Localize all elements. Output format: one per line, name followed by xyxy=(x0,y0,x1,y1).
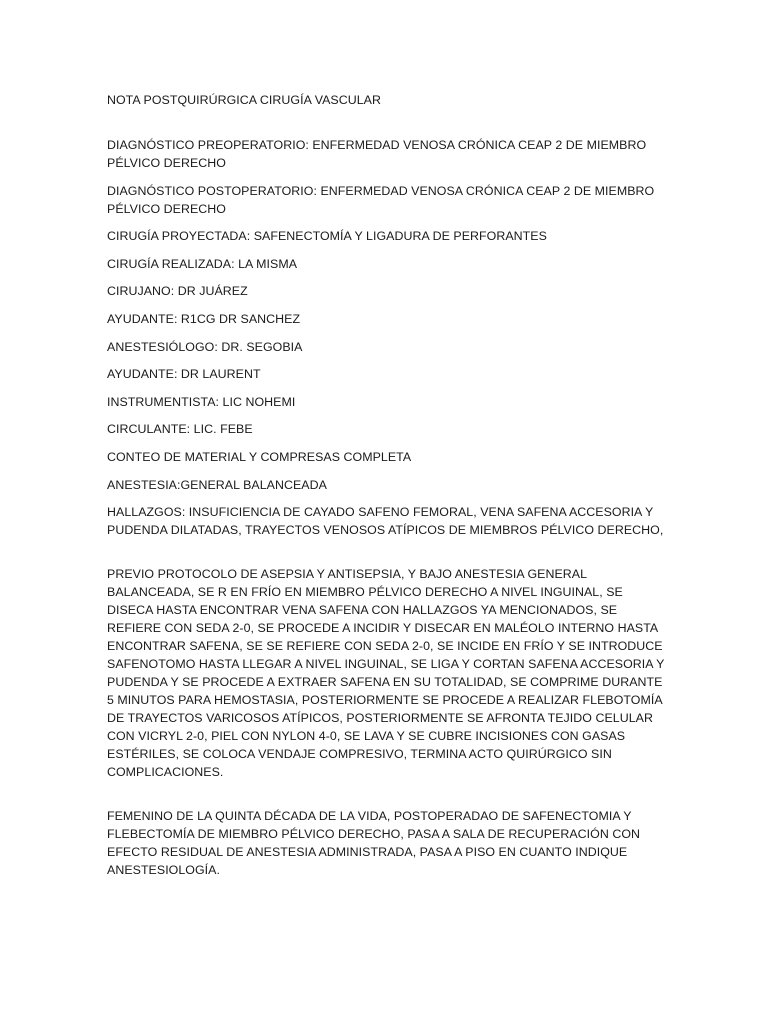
field-scrub-nurse: INSTRUMENTISTA: LIC NOHEMI xyxy=(107,394,296,409)
field-assistant-1: AYUDANTE: R1CG DR SANCHEZ xyxy=(107,311,301,326)
procedure-paragraph: PREVIO PROTOCOLO DE ASEPSIA Y ANTISEPSIA, Y BAJO ANESTESIA GENERAL BALANCEADA, SE R EN FRÍO EN MIEMBRO PÉLVICO DERECHO A NIVEL INGUINAL, SE DISECA HASTA ENCONTRAR VENA SAFENA CON HALLAZGOS YA MENCIONADOS, SE REFIERE CON SEDA 2-0, SE PROCEDE A INCIDIR Y DISECAR EN MALÉOLO INTERNO HASTA ENCONTRAR SAFENA, SE SE REFIERE CON SEDA 2-0, SE INCIDE EN FRÍO Y SE INTRODUCE SAFENOTOMO HASTA LLEGAR A NIVEL INGUINAL, SE LIGA Y CORTAN SAFENA ACCESORIA Y PUDENDA Y SE PROCEDE A EXTRAER SAFENA EN SU TOTALIDAD, SE COMPRIME DURANTE 5 MINUTOS PARA HEMOSTASIA, POSTERIORMENTE SE PROCEDE A REALIZAR FLEBOTOMÍA DE TRAYECTOS VARICOSOS ATÍPICOS, POSTERIORMENTE SE AFRONTA TEJIDO CELULAR CON VICRYL 2-0, PIEL CON NYLON 4-0, SE LAVA Y SE CUBRE INCISIONES CON GASAS ESTÉRILES, SE COLOCA VENDAJE COMPRESIVO, TERMINA ACTO QUIRÚRGICO SIN COMPLICACIONES. xyxy=(107,567,665,780)
field-preoperative-diagnosis: DIAGNÓSTICO PREOPERATORIO: ENFERMEDAD VENOSA CRÓNICA CEAP 2 DE MIEMBRO PÉLVICO DERECHO xyxy=(107,138,647,170)
field-performed-surgery: CIRUGÍA REALIZADA: LA MISMA xyxy=(107,256,298,271)
field-assistant-2: AYUDANTE: DR LAURENT xyxy=(107,367,261,382)
field-surgeon: CIRUJANO: DR JUÁREZ xyxy=(107,284,248,299)
field-projected-surgery: CIRUGÍA PROYECTADA: SAFENECTOMÍA Y LIGADURA DE PERFORANTES xyxy=(107,229,547,244)
field-material-count: CONTEO DE MATERIAL Y COMPRESAS COMPLETA xyxy=(107,449,412,464)
field-postoperative-diagnosis: DIAGNÓSTICO POSTOPERATORIO: ENFERMEDAD VENOSA CRÓNICA CEAP 2 DE MIEMBRO PÉLVICO DERECHO xyxy=(107,183,655,216)
document-body xyxy=(107,91,667,905)
field-circulating-nurse: CIRCULANTE: LIC. FEBE xyxy=(107,422,253,437)
field-anesthesiologist: ANESTESIÓLOGO: DR. SEGOBIA xyxy=(107,339,303,354)
field-findings: HALLAZGOS: INSUFICIENCIA DE CAYADO SAFENO FEMORAL, VENA SAFENA ACCESORIA Y PUDENDA DILATADAS, TRAYECTOS VENOSOS ATÍPICOS DE MIEMBROS PÉLVICO DERECHO, xyxy=(107,505,664,538)
summary-paragraph: FEMENINO DE LA QUINTA DÉCADA DE LA VIDA, POSTOPERADAO DE SAFENECTOMIA Y FLEBECTOMÍA DE MIEMBRO PÉLVICO DERECHO, PASA A SALA DE RECUPERACIÓN CON EFECTO RESIDUAL DE ANESTESIA ADMINISTRADA, PASA A PISO EN CUANTO INDIQUE ANESTESIOLOGÍA. xyxy=(107,809,641,878)
field-anesthesia: ANESTESIA:GENERAL BALANCEADA xyxy=(107,477,327,492)
document-title: NOTA POSTQUIRÚRGICA CIRUGÍA VASCULAR xyxy=(107,93,381,107)
